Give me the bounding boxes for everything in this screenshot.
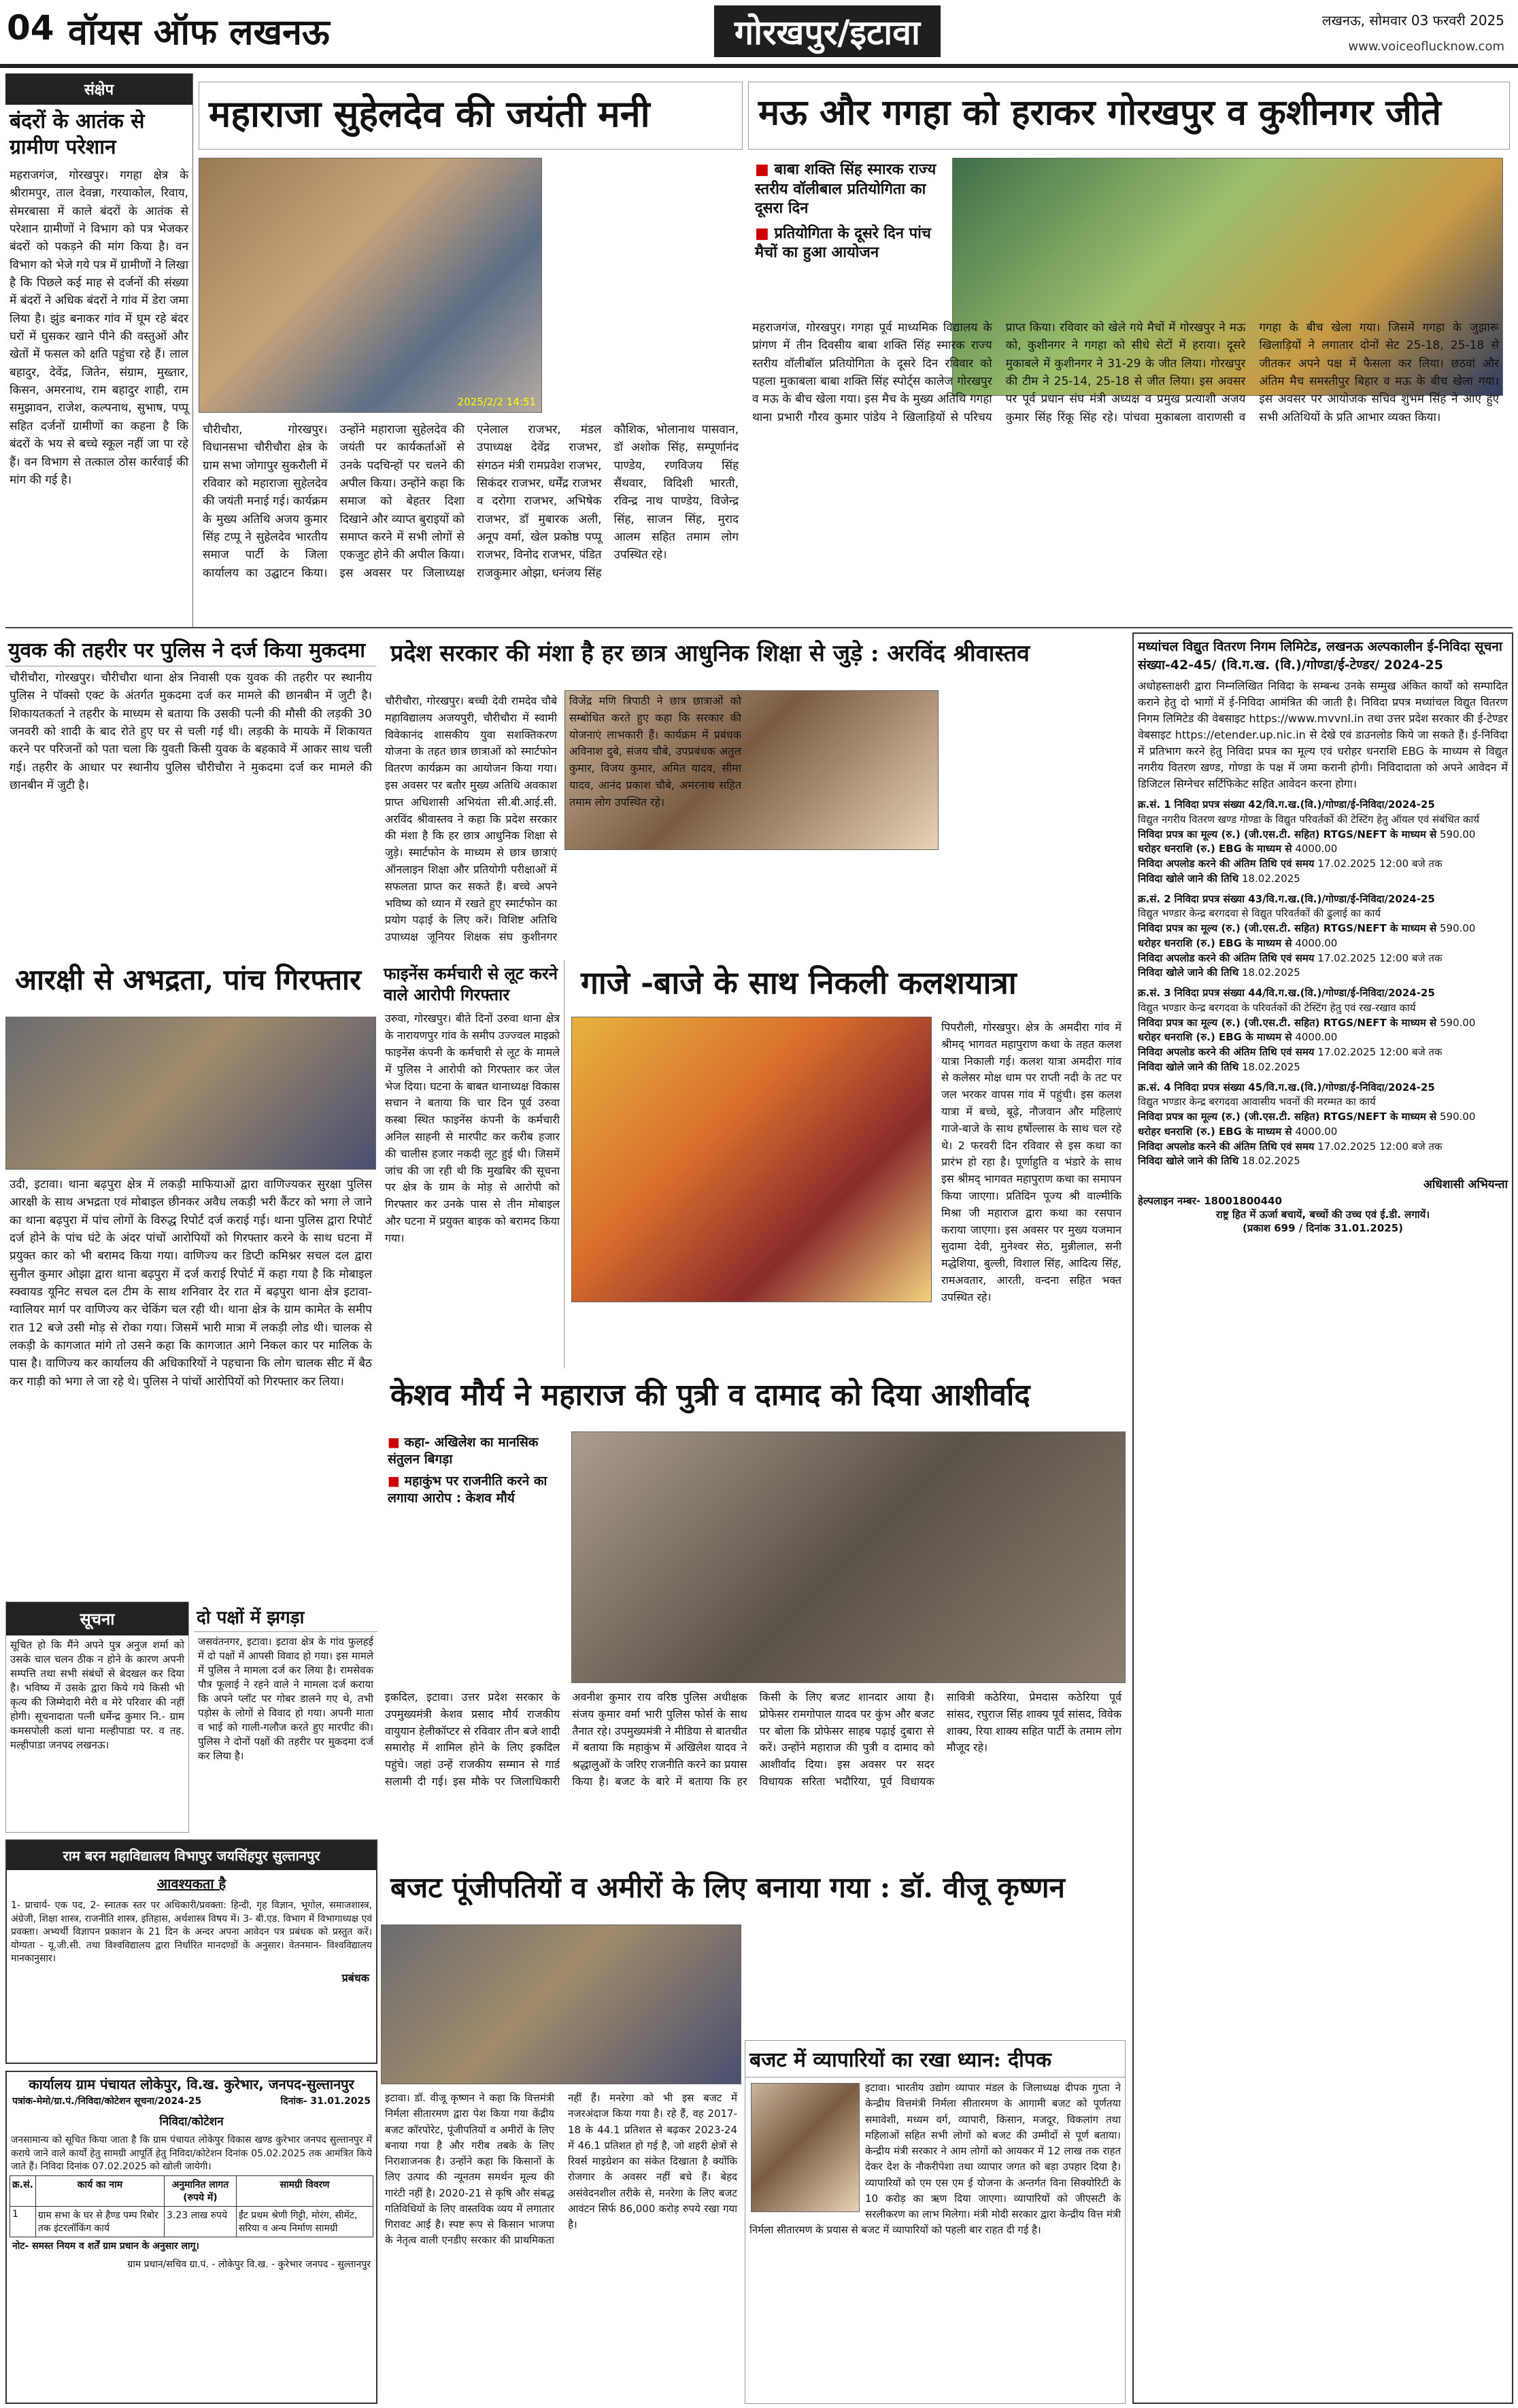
- tender-price: 590.00: [1439, 922, 1476, 935]
- dopaksh-body: जसवंतनगर, इटावा। इटावा क्षेत्र के गांव फुलहई में दो पक्षों में आपसी विवाद हो गया। इस मामले में पुलिस ने मामला दर्ज कर लिया है। रामसेवक पौत्र फूलाई ने रहने वाले ने मामला दर्ज कराया कि अपने प्लॉट पर गोबर डालने गए थे, तभी पड़ोस के लोगों से विवाद हो गया। अपनी माता व भाई को गाली-गलौज करते हुए मारपीट की। पुलिस ने दोनों पक्षों की तहरीर पर मुकदमा दर्ज कर लिया है।: [198, 1635, 373, 1762]
- tender-kram: क्र.सं. 3: [1138, 987, 1171, 1000]
- tender-open-date: 18.02.2025: [1241, 1060, 1300, 1073]
- sports-bullet: ■ प्रतियोगिता के दूसरे दिन पांच मैचों का हुआ आयोजन: [748, 222, 945, 266]
- dopaksh-headline: दो पक्षों में झगड़ा: [194, 1601, 377, 1632]
- cell: ग्राम सभा के घर से हैण्ड पम्प रिबोर तक इंटरलॉकिंग कार्य: [35, 2206, 164, 2237]
- panchayat-sign: ग्राम प्रधान/सचिव ग्रा.पं. - लोकेपुर वि.ख. - कुरेभार जनपद - सुल्तानपुर: [127, 2259, 371, 2271]
- panchayat-date: दिनांक- 31.01.2025: [280, 2096, 371, 2107]
- tender-kram: क्र.सं. 1: [1138, 798, 1171, 811]
- keshav-body: इकदिल, इटावा। उत्तर प्रदेश सरकार के उपमुख्यमंत्री केशव प्रसाद मौर्य राजकीय वायुयान हेलीकॉप्टर से रविवार तीन बजे शादी समारोह में शामिल होने के लिए इकदिल पहुंचे। जहां उन्हें राजकीय सम्मान से गार्ड सलामी दी गई। इस मौके पर जिलाधिकारी अवनीश कुमार राय वरिष्ठ पुलिस अधीक्षक संजय कुमार वर्मा भारी पुलिस फोर्स के साथ तैनात रहे। उपमुख्यमंत्री ने मीडिया से बातचीत में बताया कि महाकुंभ में अखिलेश यादव ने श्रद्धालुओं के जरिए राजनीति करने का प्रयास किया है। बजट के बारे में बताया कि हर किसी के लिए बजट शानदार आया है। प्रोफेसर रामगोपाल यादव पर कुंभ और बजट पर बोला कि प्रोफेसर साहब पढ़ाई दुबारा से करें। उन्होंने महाराज की पुत्री व दामाद को आशीर्वाद दिया। इस अवसर पर सदर विधायक सरिता भदौरिया, पूर्व विधायक सावित्री कठेरिया, प्रेमदास कठेरिया पूर्व सांसद, रघुराज सिंह शाक्य पूर्व सांसद, विवेक शाक्य, रिया शाक्य सहित पार्टी के तमाम लोग मौजूद रहे।: [385, 1691, 1121, 1788]
- finance-story: [381, 960, 564, 1368]
- tender-kram: क्र.सं. 4: [1138, 1081, 1171, 1093]
- sports-bullet: ■ बाबा शक्ति सिंह स्मारक राज्य स्तरीय वॉलीबाल प्रतियोगिता का दूसरा दिन: [748, 158, 945, 222]
- tender-work: विद्युत भण्डार केन्द्र बरगदवा से विद्युत परिवर्तकों की ढुलाई का कार्य: [1138, 907, 1381, 920]
- panchayat-sub: निविदा/कोटेशन: [159, 2115, 224, 2129]
- keshav-bullets: [381, 1431, 568, 1567]
- shiksha-body-cont: [942, 690, 1126, 955]
- vyapari-body: इटावा। भारतीय उद्योग व्यापार मंडल के जिलाध्यक्ष दीपक गुप्ता ने केन्द्रीय वित्तमंत्री निर्मला सीतारमण के आगामी बजट को पूर्णतया समावेशी, मध्यम वर्ग, व्यापारी, किसान, मजदूर, विकलांग तथा महिलाओं सहित सभी लोगों को बजट की उम्मीदों से पूर्ण बताया। केन्द्रीय मंत्री सरकार ने आम लोगों को आयकर में 12 लाख तक राहत देकर देश के नौकरीपेशा तथा व्यापार जगत को बड़ा उपहार दिया है। व्यापारियों को एम एस एम ई योजना के अन्तर्गत विना सिक्योरिटी के 10 करोड़ का ऋण दिया जाएगा। व्यापारियों को जीएसटी के सरलीकरण का लाभ मिलेगा। मंत्री मोदी सरकार द्वारा केन्द्रीय वित्त मंत्री निर्मला सीतारमण के प्रयास से बजट में व्यापारियों को पहली बार राहत दी गई है।: [749, 2082, 1121, 2237]
- college-ad: [5, 1839, 377, 2064]
- tender-ebg: 4000.00: [1295, 843, 1338, 855]
- suchna-body: सूचित हो कि मैंने अपने पुत्र अनुज शर्मा को उसके चाल चलन ठीक न होने के कारण अपनी सम्पत्ति तथा सभी संबंधों से बेदखल कर दिया है। भविष्य में उसके द्वारा किये गये किसी भी कृत्य की जिम्मेदारी मेरी व मेरे परिवार की नहीं होगी। सूचनादाता पत्नी धर्मेन्द्र कुमार नि.- ग्राम कमसपोली कलां थाना मल्हीपाडा पर. व तह. मल्हीपाडा जनपद लखनऊ।: [10, 1639, 184, 1751]
- tender-last-date: 17.02.2025 12:00 बजे तक: [1317, 951, 1443, 964]
- divider: [5, 627, 1513, 628]
- col-note: सामग्री विवरण: [236, 2175, 373, 2206]
- tender-kram: क्र.सं. 2: [1138, 892, 1171, 905]
- tender-ebg: 4000.00: [1295, 936, 1338, 949]
- sports-headline: मऊ और गगहा को हराकर गोरखपुर व कुशीनगर जीते: [748, 82, 1510, 150]
- tender-item: क्र.सं. 2 निविदा प्रपत्र संख्या 43/वि.ग.ख.(वि.)/गोण्डा/ई-निविदा/2024-25 विद्युत भण्डार केन्द्र बरगदवा से विद्युत परिवर्तकों की ढुलाई का कार्य निविदा प्रपत्र का मूल्य (रु.) (जी.एस.टी. सहित) RTGS/NEFT के माध्यम से 590.00 धरोहर धनराशि (रु.) EBG के माध्यम से 4000.00 निविदा अपलोड करने की अंतिम तिथि एवं समय 17.02.2025 12:00 बजे तक निविदा खोले जाने की तिथि 18.02.2025: [1138, 892, 1508, 981]
- col-work: कार्य का नाम: [35, 2175, 164, 2206]
- tender-price: 590.00: [1439, 828, 1476, 841]
- budget-headline: बजट पूंजीपतियों व अमीरों के लिए बनाया गया : डॉ. वीजू कृष्णन: [390, 1871, 1065, 1904]
- shiksha-headline: प्रदेश सरकार की मंशा है हर छात्र आधुनिक शिक्षा से जुड़े : अरविंद श्रीवास्तव: [390, 640, 1030, 667]
- brief-headline: बंदरों के आतंक से ग्रामीण परेशान: [10, 109, 145, 159]
- panchayat-note: नोट- समस्त नियम व शर्तें ग्राम प्रधान के अनुसार लागू।: [12, 2240, 199, 2252]
- keshav-photo: [571, 1431, 1126, 1683]
- arrest-headline: आरक्षी से अभद्रता, पांच गिरफ्तार: [15, 963, 362, 996]
- tender-work: विद्युत भण्डार केन्द्र बरगदवा आवासीय भवनों की मरम्मत का कार्य: [1138, 1096, 1376, 1108]
- tender-ebg: 4000.00: [1295, 1125, 1338, 1138]
- budget-body: इटावा। डॉ. वीजू कृष्णन ने कहा कि वित्तमंत्री निर्मला सीतारमण द्वारा पेश किया गया केंद्रीय बजट कॉरपोरेट, पूंजीपतियों व अमीरों के लिए बनाया गया है और गरीब तबके के लिए निराशाजनक है। उन्होंने कहा कि किसानों के लिए उत्पाद की न्यूनतम समर्थन मूल्य की गारंटी नहीं है। 2020-21 से कृषि और संबद्ध गतिविधियों के लिए वास्तविक व्यय में लगातार गिरावट आई है। स्पष्ट रूप से किसान भाजपा के नेतृत्व वाली एनडीए सरकार की प्राथमिकता नहीं हैं। मनरेगा को भी इस बजट में नजरअंदाज किया गया है। रहे हैं, वह 2017-18 के 44.1 प्रतिशत से बढ़कर 2023-24 में 46.1 प्रतिशत हो गई है, जो शहरी क्षेत्रों से रिवर्स माइग्रेशन का संकेत दिखाता है क्योंकि रोजगार के अवसर नहीं बचे हैं। बेहद असंवेदनशील तरीके से, मनरेगा के लिए बजट आवंटन सिर्फ 86,000 करोड़ रुपये रखा गया है।: [385, 2092, 737, 2247]
- panchayat-ref: पत्रांक-मेमो/ग्रा.पं./निविदा/कोटेशन सूचना/2024-25: [12, 2096, 202, 2107]
- table-row: [10, 2206, 373, 2237]
- suchna-label: सूचना: [6, 1602, 188, 1635]
- vyapari-photo: [751, 2083, 860, 2212]
- tender-open-date: 18.02.2025: [1241, 1155, 1300, 1168]
- tender-price: 590.00: [1439, 1016, 1476, 1029]
- brief-body: महराजगंज, गोरखपुर। गगहा क्षेत्र के श्रीरामपुर, ताल देवन्ना, गरयाकोल, रिवाय, सेमरबासा में काले बंदरों के आतंक से परेशान ग्रामीणों ने विभाग को पत्र भेजकर बंदरों को पकड़ने की मांग किया है। वन विभाग को भेजे गये पत्र में ग्रामीणों ने लिखा है कि पिछले कई माह से दर्जनों की संख्या में बंदरों ने अधिक बंदरों ने गांव में डेरा जमा लिया है। झुंड बनाकर गांव में घूम रहे बंदर घरों में घुसकर खाने पीने की वस्तुओं और खेतों में फसल को क्षति पहुंचा रहे हैं। लाल बहादुर, देवेंद्र, जितेन, संग्राम, मुख्तार, किसन, अमरनाथ, राम बहादुर शाही, राम समुझावन, राजेश, कल्पनाथ, सुभाष, पप्पू सहित दर्जनों ग्रामीणों का कहना है कि बंदरों के भय से बच्चे स्कूल नहीं जा पा रहे हैं। वन विभाग से तत्काल ठोस कार्रवाई की मांग की गई है।: [10, 169, 188, 487]
- suheldev-body: चौरीचौरा, गोरखपुर। विधानसभा चौरीचौरा क्षेत्र के ग्राम सभा जोगापुर सुकरौली में रविवार को महाराजा सुहेलदेव की जयंती मनाई गई। कार्यक्रम के मुख्य अतिथि अजय कुमार सिंह टप्पू ने सुहेलदेव भारतीय समाज पार्टी के जिला कार्यालय का उद्घाटन किया। उन्होंने महाराजा सुहेलदेव की जयंती पर कार्यकर्ताओं से उनके पदचिन्हों पर चलने की अपील किया। उन्होंने कहा कि समाज को बेहतर दिशा दिखाने और व्याप्त बुराइयों को समाप्त करने में सभी लोगों से एकजुट होने की अपील किया। इस अवसर पर जिलाध्यक्ष एनेलाल राजभर, मंडल उपाध्यक्ष देवेंद्र राजभर, संगठन मंत्री रामप्रवेश राजभर, सिकंदर राजभर, धर्मेंद्र राजभर व दरोगा राजभर, अभिषेक राजभर, डॉ मुबारक अली, अनूप वर्मा, खेल प्रकोष्ठ पप्पू राजभर, विनोद राजभर, पंडित राजकुमार ओझा, धनंजय सिंह कौशिक, भोलानाथ पासवान, डॉ अशोक सिंह, सम्पूर्णानंद पाण्डेय, रणविजय सिंह सैंथवार, विदिशी भारती, रविन्द्र नाथ पाण्डेय, विजेन्द्र सिंह, साजन सिंह, मुराद आलम सहित तमाम लोग उपस्थित रहे।: [203, 423, 739, 580]
- fir-headline: युवक की तहरीर पर पुलिस ने दर्ज किया मुकदमा: [5, 632, 376, 666]
- fir-story: [5, 632, 376, 986]
- tender-name: निविदा प्रपत्र संख्या 45/वि.ग.ख.(वि.)/गोण्डा/ई-निविदा/2024-25: [1174, 1081, 1435, 1093]
- finance-body: उरुवा, गोरखपुर। बीते दिनों उरुवा थाना क्षेत्र के नारायणपुर गांव के समीप उज्ज्वल माइक्रो फाइनेंस कंपनी के कर्मचारी से लूट के मामले में पुलिस ने आरोपी को गिरफ्तार कर जेल भेज दिया। घटना के बाबत थानाध्यक्ष विकास सचान ने बताया कि चार दिन पूर्व उरुवा कस्बा स्थित फाइनेंस कंपनी के कर्मचारी अनिल साहनी से मारपीट कर करीब हजार की चालीस हजार नकदी लूट हुई थी। जिसमें जांच की जा रही थी कि मुखबिर की सूचना पर क्षेत्र के ग्राम के मोड़ से आरोपी को गिरफ्तार कर उनके पास से तीन मोबाइल और घटना में प्रयुक्त बाइक को बरामद किया गया।: [385, 1012, 560, 1244]
- panchayat-body: जनसामान्य को सूचित किया जाता है कि ग्राम पंचायत लोकेपुर विकास खण्ड कुरेभार जनपद सुल्तानपुर में कराये जाने वाले कार्यों हेतु सामग्री आपूर्ति हेतु निविदा/कोटेशन दिनांक 05.02.2025 तक आमंत्रित किये जाते हैं। निविदा दिनांक 07.02.2025 को खोली जायेगी।: [11, 2135, 372, 2173]
- section-name: गोरखपुर/इटावा: [714, 5, 941, 57]
- kalash-body: पिपरौली, गोरखपुर। क्षेत्र के अमदीरा गांव में श्रीमद् भागवत महापुराण कथा के तहत कलश यात्रा निकाली गई। कलश यात्रा अमदीरा गांव से कलेसर मोक्ष धाम पर राप्ती नदी के तट पर जल भरकर वापस गांव में पहुंची। इस कलश यात्रा में बच्चे, बूढ़े, नौजवान और महिलाएं गाजे-बाजे के साथ हर्षोल्लास के साथ चल रहे थे। 2 फरवरी दिन रविवार से इस कथा का प्रारंभ हो रहा है। पूर्णाहुति व भंडारे के साथ इस श्रीमद् भागवत महापुराण कथा का समापन किया जाएगा। प्रतिदिन पूज्य श्री वाल्मीकि मिश्रा जी महाराज द्वारा कथा का रसपान कराया जाएगा। इस अवसर पर मुख्य यजमान सुदामा देवी, मुनेश्वर सेठ, मुन्नीलाल, सनी मद्धेशिया, बुल्ली, विशाल सिंह, आदित्य सिंह, रामअवतार, आरती, वन्दना सहित भक्त उपस्थित रहे।: [941, 1021, 1121, 1304]
- shiksha-body: चौरीचौरा, गोरखपुर। बच्ची देवी रामदेव चौबे महाविद्यालय अजयपुरी, चौरीचौरा में स्वामी विवेकानंद शासकीय युवा सशक्तिकरण योजना के तहत छात्र छात्राओं को स्मार्टफोन वितरण कार्यक्रम का आयोजन किया गया। इस अवसर पर बतौर मुख्य अतिथि अवकाश प्राप्त अधिशासी अभियंता सी.बी.आई.सी. अरविंद श्रीवास्तव ने कहा कि प्रदेश सरकार की मंशा है कि हर छात्र आधुनिक शिक्षा से जुड़े। स्मार्टफोन के माध्यम से छात्र छात्राएं ऑनलाइन शिक्षा और प्रतियोगी परीक्षाओं में सफलता प्राप्त कर सकते हैं। बच्चे अपने भविष्य को ध्यान में रखते हुए स्मार्टफोन का प्रयोग पढ़ाई के लिए करें। विशिष्ट अतिथि उपाध्यक्ष जूनियर शिक्षक संघ कुशीनगर: [385, 694, 557, 944]
- tender-item: क्र.सं. 1 निविदा प्रपत्र संख्या 42/वि.ग.ख.(वि.)/गोण्डा/ई-निविदा/2024-25 विद्युत नगरीय वितरण खण्ड गोण्डा के विद्युत परिवर्तकों की टेस्टिंग हेतु ऑयल एवं संबंधित कार्य निविदा प्रपत्र का मूल्य (रु.) (जी.एस.टी. सहित) RTGS/NEFT के माध्यम से 590.00 धरोहर धनराशि (रु.) EBG के माध्यम से 4000.00 निविदा अपलोड करने की अंतिम तिथि एवं समय 17.02.2025 12:00 बजे तक निविदा खोले जाने की तिथि 18.02.2025: [1138, 798, 1508, 887]
- dateline: लखनऊ, सोमवार 03 फरवरी 2025: [1321, 12, 1504, 29]
- panchayat-notice: [5, 2071, 377, 2404]
- tender-last-date: 17.02.2025 12:00 बजे तक: [1317, 858, 1443, 870]
- tender-name: निविदा प्रपत्र संख्या 42/वि.ग.ख.(वि.)/गोण्डा/ई-निविदा/2024-25: [1174, 798, 1435, 811]
- cell: ईंट प्रथम श्रेणी गिट्टी, मोरंग, सीमेंट, सरिया व अन्य निर्माण सामग्री: [236, 2206, 373, 2237]
- college-title: राम बरन महाविद्यालय विभापुर जयसिंहपुर सुल्तानपुर: [7, 1841, 376, 1870]
- tender-open-date: 18.02.2025: [1241, 872, 1300, 885]
- tender-slogan: राष्ट्र हित में ऊर्जा बचायें, बच्चों की उच्च एवं ई.डी. लगायें।: [1215, 1208, 1430, 1221]
- suheldev-headline: महाराजा सुहेलदेव की जयंती मनी: [199, 82, 743, 150]
- college-sign: प्रबंधक: [341, 1971, 369, 1984]
- vyapari-headline: बजट में व्यापारियों का रखा ध्यान: दीपक: [745, 2041, 1125, 2078]
- tender-last-date: 17.02.2025 12:00 बजे तक: [1317, 1140, 1443, 1153]
- keshav-bullet: ■ कहा- अखिलेश का मानसिक संतुलन बिगड़ा: [381, 1431, 568, 1470]
- website: www.voiceoflucknow.com: [1348, 39, 1504, 54]
- tender-price: 590.00: [1439, 1110, 1476, 1123]
- tender-last-date: 17.02.2025 12:00 बजे तक: [1317, 1046, 1443, 1059]
- vyapari-story: [745, 2040, 1126, 2404]
- tender-body: अधोहस्ताक्षरी द्वारा निम्नलिखित निविदा के सम्बन्ध उनके सम्मुख अंकित कार्यों को सम्पादित कराने हेतु दो भागों में ई-निविदा आमंत्रित की जाती है। निविदा प्रपत्र मध्यांचल विद्युत वितरण निगम लिमिटेड की वेबसाइट https://www.mvvnl.in तथा उत्तर प्रदेश सरकार की ई-टेण्डर वेबसाइट https://etender.up.nic.in से देखे एवं डाउनलोड किये जा सकते हैं। ई-निविदा में प्रतिभाग करने हेतु निविदा प्रपत्र का मूल्य एवं धरोहर धनराशि EBG के माध्यम से विद्युत नगरीय वितरण खण्ड, गोण्डा के पक्ष में जमा करानी होगी। निविदादाता को अपने आवेदन में डिजिटल सिग्नेचर सर्टिफिकेट सहित आवेदन करना होगा।: [1138, 679, 1508, 791]
- tender-name: निविदा प्रपत्र संख्या 43/वि.ग.ख.(वि.)/गोण्डा/ई-निविदा/2024-25: [1174, 892, 1435, 905]
- suchna-box: [5, 1601, 189, 1833]
- fir-body: चौरीचौरा, गोरखपुर। चौरीचौरा थाना क्षेत्र निवासी एक युवक की तहरीर पर स्थानीय पुलिस ने पॉक्सो एक्ट के अंतर्गत मुकदमा दर्ज कर मामले की छानबीन में जुटी है। शिकायतकर्ता ने तहरीर के माध्यम से बताया कि उसकी पत्नी की मौसी की लड़की 30 जनवरी को शादी के बाद रोते हुए घर से चली गई थी। लड़की के मायके में शिकायत करने पर परिजनों को पता चला कि युवती किसी युवक के बहकावे में आकर साथ चली गई। तहरीर के आधार पर स्थानीय पुलिस चौरीचौरा ने मुकदमा दर्ज कर मामले की छानबीन में जुटी है।: [10, 671, 372, 793]
- photo-timestamp: 2025/2/2 14:51: [457, 396, 536, 408]
- tender-helpline: हेल्पलाइन नम्बर- 18001800440: [1138, 1195, 1283, 1208]
- dopaksh-story: [194, 1601, 377, 1833]
- masthead: [0, 0, 1518, 68]
- sports-body: महराजगंज, गोरखपुर। गगहा पूर्व माध्यमिक विद्यालय के प्रांगण में तीन दिवसीय बाबा शक्ति सिंह स्मारक राज्य स्तरीय वॉलीबॉल प्रतियोगिता के दूसरे दिन रविवार को पहला मुकाबला बाबा शक्ति सिंह स्पोर्ट्स कालेज गोरखपुर व मऊ के बीच खेला गया। इस मैच के मुख्य अतिथि गगहा थाना प्रभारी गौरव कुमार पांडेय ने खिलाड़ियों से परिचय प्राप्त किया। रविवार को खेले गये मैचों में गोरखपुर ने मऊ को, कुशीनगर ने गगहा को सीधे सेटों में हराया। दूसरे मुकाबले में कुशीनगर ने 31-29 के जीत लिया। गोरखपुर की टीम ने 25-14, 25-18 से जीत लिया। इस अवसर पर पूर्व प्रधान संघ मंत्री अध्यक्ष व प्रमुख प्रत्याशी अजय कुमार सिंह रिंकू सिंह रहे। पांचवा मुकाबला वाराणसी व गगहा के बीच खेला गया। जिसमें गगहा के जुझारू खिलाड़ियों ने लगातार दोनों सेट 25-18, 25-18 से जीतकर अपने पक्ष में फैसला कर लिया। छठवां और अंतिम मैच समस्तीपुर बिहार व मऊ के बीच खेला गया। इस अवसर पर आयोजक सचिव शुभम सिंह ने आए हुए सभी अतिथियों के प्रति आभार व्यक्त किया।: [752, 321, 1499, 424]
- college-body: 1- प्राचार्य- एक पद, 2- स्नातक स्तर पर अधिकारी/प्रवक्ता: हिन्दी, गृह विज्ञान, भूगोल, समाजशास्त्र, अंग्रेजी, शिक्षा शास्त्र, राजनीति शास्त्र, इतिहास, अर्थशास्त्र विषय में। 3- बी.एड. विभाग में विभागाध्यक्ष एवं प्रवक्ता। अभ्यर्थी विज्ञापन प्रकाशन के 21 दिन के अन्दर अपना आवेदन पत्र प्रबंधक को प्रस्तुत करें। योग्यता - यू.जी.सी. तथा विश्वविद्यालय द्वारा निर्धारित मानदण्डों के अनुसार। वेतनमान- विश्वविद्यालय मानकानुसार।: [11, 1900, 372, 1965]
- tender-name: निविदा प्रपत्र संख्या 44/वि.ग.ख.(वि.)/गोण्डा/ई-निविदा/2024-25: [1174, 987, 1435, 1000]
- arrest-body: उदी, इटावा। थाना बढ़पुरा क्षेत्र में लकड़ी माफियाओं द्वारा वाणिज्यकर सुरक्षा पुलिस आरक्षी के साथ अभद्रता एवं मोबाइल छीनकर अवैध लकड़ी भरी कैंटर को भगा ले जाने का थाना बढ़पुरा में पांच लोगों के विरुद्ध रिपोर्ट दर्ज कराई गई। थाना पुलिस द्वारा रिपोर्ट दर्ज होने के पांच घंटे के अंदर पांचों आरोपियों को गिरफ्तार करने के साथ घटना में प्रयुक्त कार को भी बरामद किया गया। वाणिज्य कर डिप्टी कमिश्नर सचल दल द्वारा सुनील कुमार ओझा द्वारा थाना बढ़पुरा में दर्ज कराई रिपोर्ट में कहा गया है कि मोबाइल स्क्वायड यूनिट सचल दल टीम के साथ शनिवार देर रात में बढ़पुरा थाना क्षेत्र इटावा-ग्वालियर मार्ग पर वाणिज्य कर चेकिंग चल रही थी। थाना क्षेत्र के ग्राम कामेत के समीप रात 12 बजे उसी मोड़ से रोका गया। जिसमें भारी मात्रा में लकड़ी लोड थी। चालक से लकड़ी के कागजात मांगे तो उसने कहा कि कागजात आगे निकल कार पर मालिक के पास है। वाणिज्य कर कार्यालय की अधिकारियों ने पहचाना कि लोग चालक सीट में बैठ कर गाड़ी को भगा ले जा रहे थे। पुलिस ने पांचों आरोपियों को गिरफ्तार कर लिया।: [10, 1178, 372, 1389]
- tender-notice: [1132, 632, 1513, 2404]
- keshav-bullet: ■ महाकुंभ पर राजनीति करने का लगाया आरोप : केशव मौर्य: [381, 1470, 568, 1509]
- tender-ebg: 4000.00: [1295, 1031, 1338, 1044]
- college-sub: आवश्यकता है: [156, 1876, 226, 1892]
- kalash-photo: [571, 1017, 932, 1302]
- tender-item: क्र.सं. 3 निविदा प्रपत्र संख्या 44/वि.ग.ख.(वि.)/गोण्डा/ई-निविदा/2024-25 विद्युत भण्डार केन्द्र बरगदवा के परिवर्तकों की टेस्टिंग हेतु एवं रख-रखाव कार्य निविदा प्रपत्र का मूल्य (रु.) (जी.एस.टी. सहित) RTGS/NEFT के माध्यम से 590.00 धरोहर धनराशि (रु.) EBG के माध्यम से 4000.00 निविदा अपलोड करने की अंतिम तिथि एवं समय 17.02.2025 12:00 बजे तक निविदा खोले जाने की तिथि 18.02.2025: [1138, 986, 1508, 1075]
- tender-heading: मध्यांचल विद्युत वितरण निगम लिमिटेड, लखनऊ अल्पकालीन ई-निविदा सूचना संख्या-42-45/ (वि.ग.ख. (वि.)/गोण्डा/ई-टेण्डर/ 2024-25: [1138, 639, 1502, 673]
- budget-photo: [381, 1924, 741, 2084]
- brief-column: [5, 73, 193, 628]
- newspaper-brand: वॉयस ऑफ लखनऊ: [68, 12, 330, 53]
- suheldev-photo: [199, 158, 542, 413]
- page-number: 04: [7, 8, 54, 48]
- tender-sign: अधिशासी अभियन्ता: [1423, 1178, 1508, 1192]
- col-cost: अनुमानित लागत (रुपये में): [165, 2175, 237, 2206]
- sports-bullets: [748, 158, 945, 314]
- tender-open-date: 18.02.2025: [1241, 966, 1300, 979]
- finance-headline: फाइनेंस कर्मचारी से लूट करने वाले आरोपी गिरफ्तार: [384, 964, 558, 1005]
- cell: 3.23 लाख रुपये: [165, 2206, 237, 2237]
- keshav-body-side: [381, 1567, 568, 1683]
- col-sn: क्र.सं.: [10, 2175, 36, 2206]
- panchayat-table: [10, 2175, 373, 2237]
- tender-work: विद्युत भण्डार केन्द्र बरगदवा के परिवर्तकों की टेस्टिंग हेतु एवं रख-रखाव कार्य: [1138, 1001, 1416, 1014]
- arrest-photo: [5, 1017, 376, 1170]
- panchayat-title: कार्यालय ग्राम पंचायत लोकेपुर, वि.ख. कुरेभार, जनपद-सुल्तानपुर: [29, 2076, 354, 2092]
- kalash-headline: गाजे -बाजे के साथ निकली कलशयात्रा: [581, 964, 1017, 1001]
- tender-work: विद्युत नगरीय वितरण खण्ड गोण्डा के विद्युत परिवर्तकों की टेस्टिंग हेतु ऑयल एवं संबंधित कार्य: [1138, 813, 1480, 826]
- brief-label: संक्षेप: [5, 73, 192, 105]
- tender-item: क्र.सं. 4 निविदा प्रपत्र संख्या 45/वि.ग.ख.(वि.)/गोण्डा/ई-निविदा/2024-25 विद्युत भण्डार केन्द्र बरगदवा आवासीय भवनों की मरम्मत का कार्य निविदा प्रपत्र का मूल्य (रु.) (जी.एस.टी. सहित) RTGS/NEFT के माध्यम से 590.00 धरोहर धनराशि (रु.) EBG के माध्यम से 4000.00 निविदा अपलोड करने की अंतिम तिथि एवं समय 17.02.2025 12:00 बजे तक निविदा खोले जाने की तिथि 18.02.2025: [1138, 1081, 1508, 1170]
- tender-ref: (प्रकाश 699 / दिनांक 31.01.2025): [1242, 1222, 1403, 1235]
- keshav-headline: केशव मौर्य ने महाराज की पुत्री व दामाद को दिया आशीर्वाद: [390, 1378, 1030, 1412]
- cell: 1: [10, 2206, 36, 2237]
